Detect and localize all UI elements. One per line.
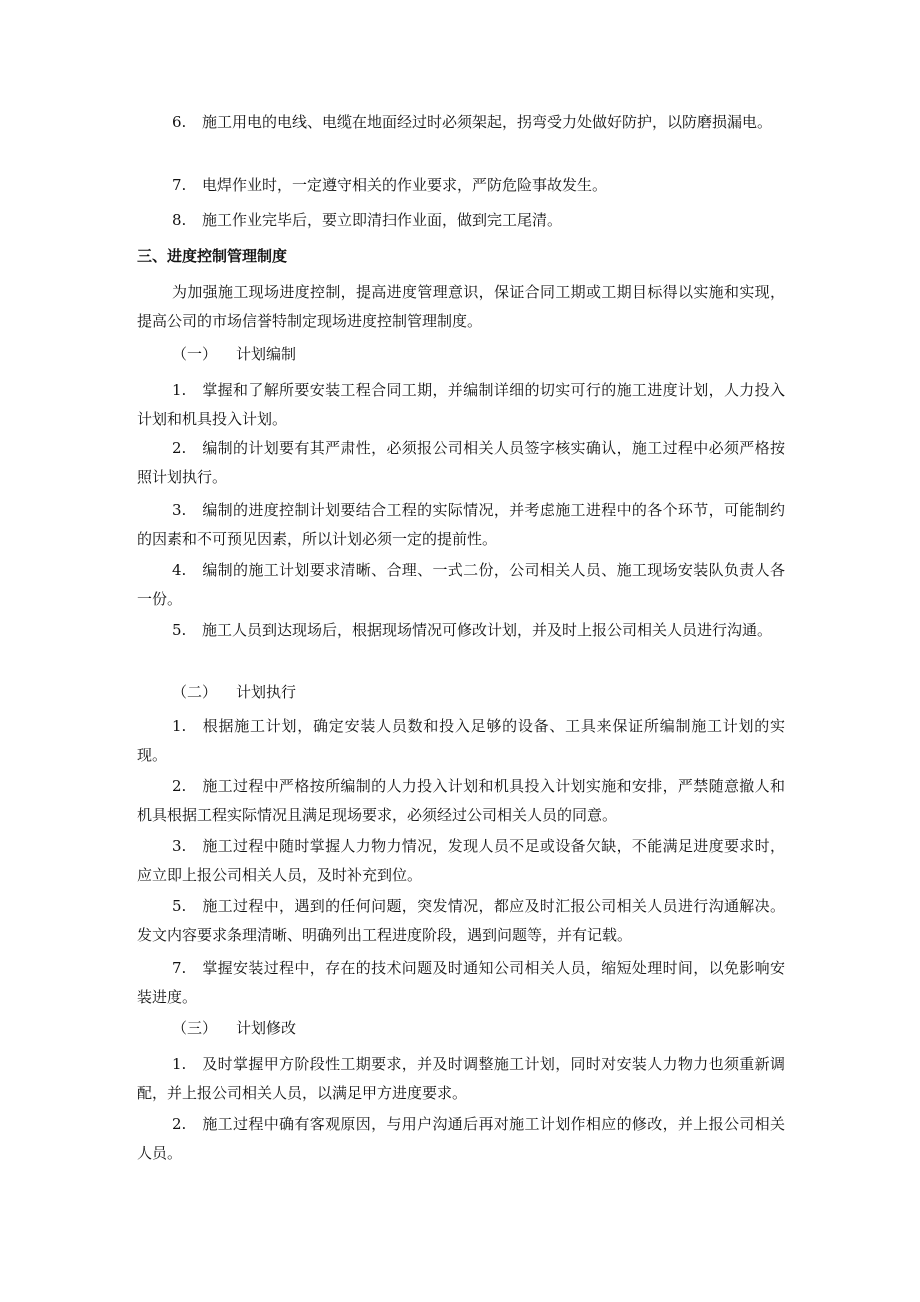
item-number: 8. — [172, 211, 187, 229]
list-item — [137, 892, 785, 950]
list-item — [137, 954, 785, 1012]
subsection-heading — [172, 1014, 296, 1043]
item-text: 及时掌握甲方阶段性工期要求，并及时调整施工计划，同时对安装人力物力也须重新调配，并上报公司相关人员，以满足甲方进度要求。 — [137, 1055, 785, 1102]
list-item — [137, 556, 785, 614]
item-number: 2. — [172, 777, 187, 795]
item-number: 5. — [172, 621, 187, 639]
section-heading: 三、进度控制管理制度 — [137, 247, 288, 265]
subsection-number: （三） — [172, 1019, 218, 1037]
item-text: 施工用电的电线、电缆在地面经过时必须架起，拐弯受力处做好防护，以防磨损漏电。 — [202, 113, 773, 131]
item-number: 7. — [172, 959, 187, 977]
item-text: 掌握和了解所要安装工程合同工期，并编制详细的切实可行的施工进度计划，人力投入计划和机具投入计划。 — [137, 381, 785, 428]
item-number: 2. — [172, 439, 187, 457]
item-text: 施工过程中，遇到的任何问题，突发情况，都应及时汇报公司相关人员进行沟通解决。发文内容要求条理清晰、明确列出工程进度阶段，遇到问题等，并有记载。 — [137, 897, 785, 944]
item-text: 施工过程中随时掌握人力物力情况，发现人员不足或设备欠缺，不能满足进度要求时，应立即上报公司相关人员，及时补充到位。 — [137, 837, 785, 884]
subsection-heading — [172, 340, 296, 369]
list-item — [137, 712, 785, 770]
list-item — [137, 434, 785, 492]
item-number: 6. — [172, 113, 187, 131]
item-text: 根据施工计划，确定安装人员数和投入足够的设备、工具来保证所编制施工计划的实现。 — [137, 717, 785, 764]
item-number: 5. — [172, 897, 187, 915]
item-text: 编制的计划要有其严肃性，必须报公司相关人员签字核实确认，施工过程中必须严格按照计划执行。 — [137, 439, 785, 486]
item-text: 施工过程中确有客观原因，与用户沟通后再对施工计划作相应的修改，并上报公司相关人员。 — [137, 1115, 785, 1162]
subsection-number: （二） — [172, 683, 218, 701]
item-number: 1. — [172, 1055, 187, 1073]
list-item — [137, 1110, 785, 1168]
list-item — [137, 1050, 785, 1108]
item-text: 编制的施工计划要求清晰、合理、一式二份，公司相关人员、施工现场安装队负责人各一份。 — [137, 561, 785, 608]
item-text: 施工过程中严格按所编制的人力投入计划和机具投入计划实施和安排，严禁随意撤人和机具根据工程实际情况且满足现场要求，必须经过公司相关人员的同意。 — [137, 777, 785, 824]
subsection-number: （一） — [172, 345, 218, 363]
subsection-title: 计划执行 — [236, 683, 297, 701]
list-item — [137, 206, 785, 235]
item-number: 3. — [172, 837, 187, 855]
list-item — [137, 171, 785, 200]
item-number: 2. — [172, 1115, 187, 1133]
item-text: 施工作业完毕后，要立即清扫作业面，做到完工尾清。 — [202, 211, 563, 229]
list-item — [137, 832, 785, 890]
list-item — [137, 376, 785, 434]
item-number: 3. — [172, 501, 187, 519]
list-item — [137, 616, 785, 645]
item-number: 4. — [172, 561, 187, 579]
item-text: 电焊作业时，一定遵守相关的作业要求，严防危险事故发生。 — [202, 176, 608, 194]
list-item — [137, 496, 785, 554]
item-number: 7. — [172, 176, 187, 194]
list-item — [137, 772, 785, 830]
item-number: 1. — [172, 381, 187, 399]
item-text: 掌握安装过程中，存在的技术问题及时通知公司相关人员，缩短处理时间，以免影响安装进度。 — [137, 959, 785, 1006]
item-text: 施工人员到达现场后，根据现场情况可修改计划，并及时上报公司相关人员进行沟通。 — [202, 621, 773, 639]
subsection-title: 计划修改 — [236, 1019, 297, 1037]
item-text: 编制的进度控制计划要结合工程的实际情况，并考虑施工进程中的各个环节，可能制约的因素和不可预见因素，所以计划必须一定的提前性。 — [137, 501, 785, 548]
list-item — [137, 108, 785, 137]
subsection-title: 计划编制 — [236, 345, 297, 363]
section-intro: 为加强施工现场进度控制，提高进度管理意识，保证合同工期或工期目标得以实施和实现，提高公司的市场信誉特制定现场进度控制管理制度。 — [137, 283, 785, 330]
item-number: 1. — [172, 717, 187, 735]
subsection-heading — [172, 678, 296, 707]
